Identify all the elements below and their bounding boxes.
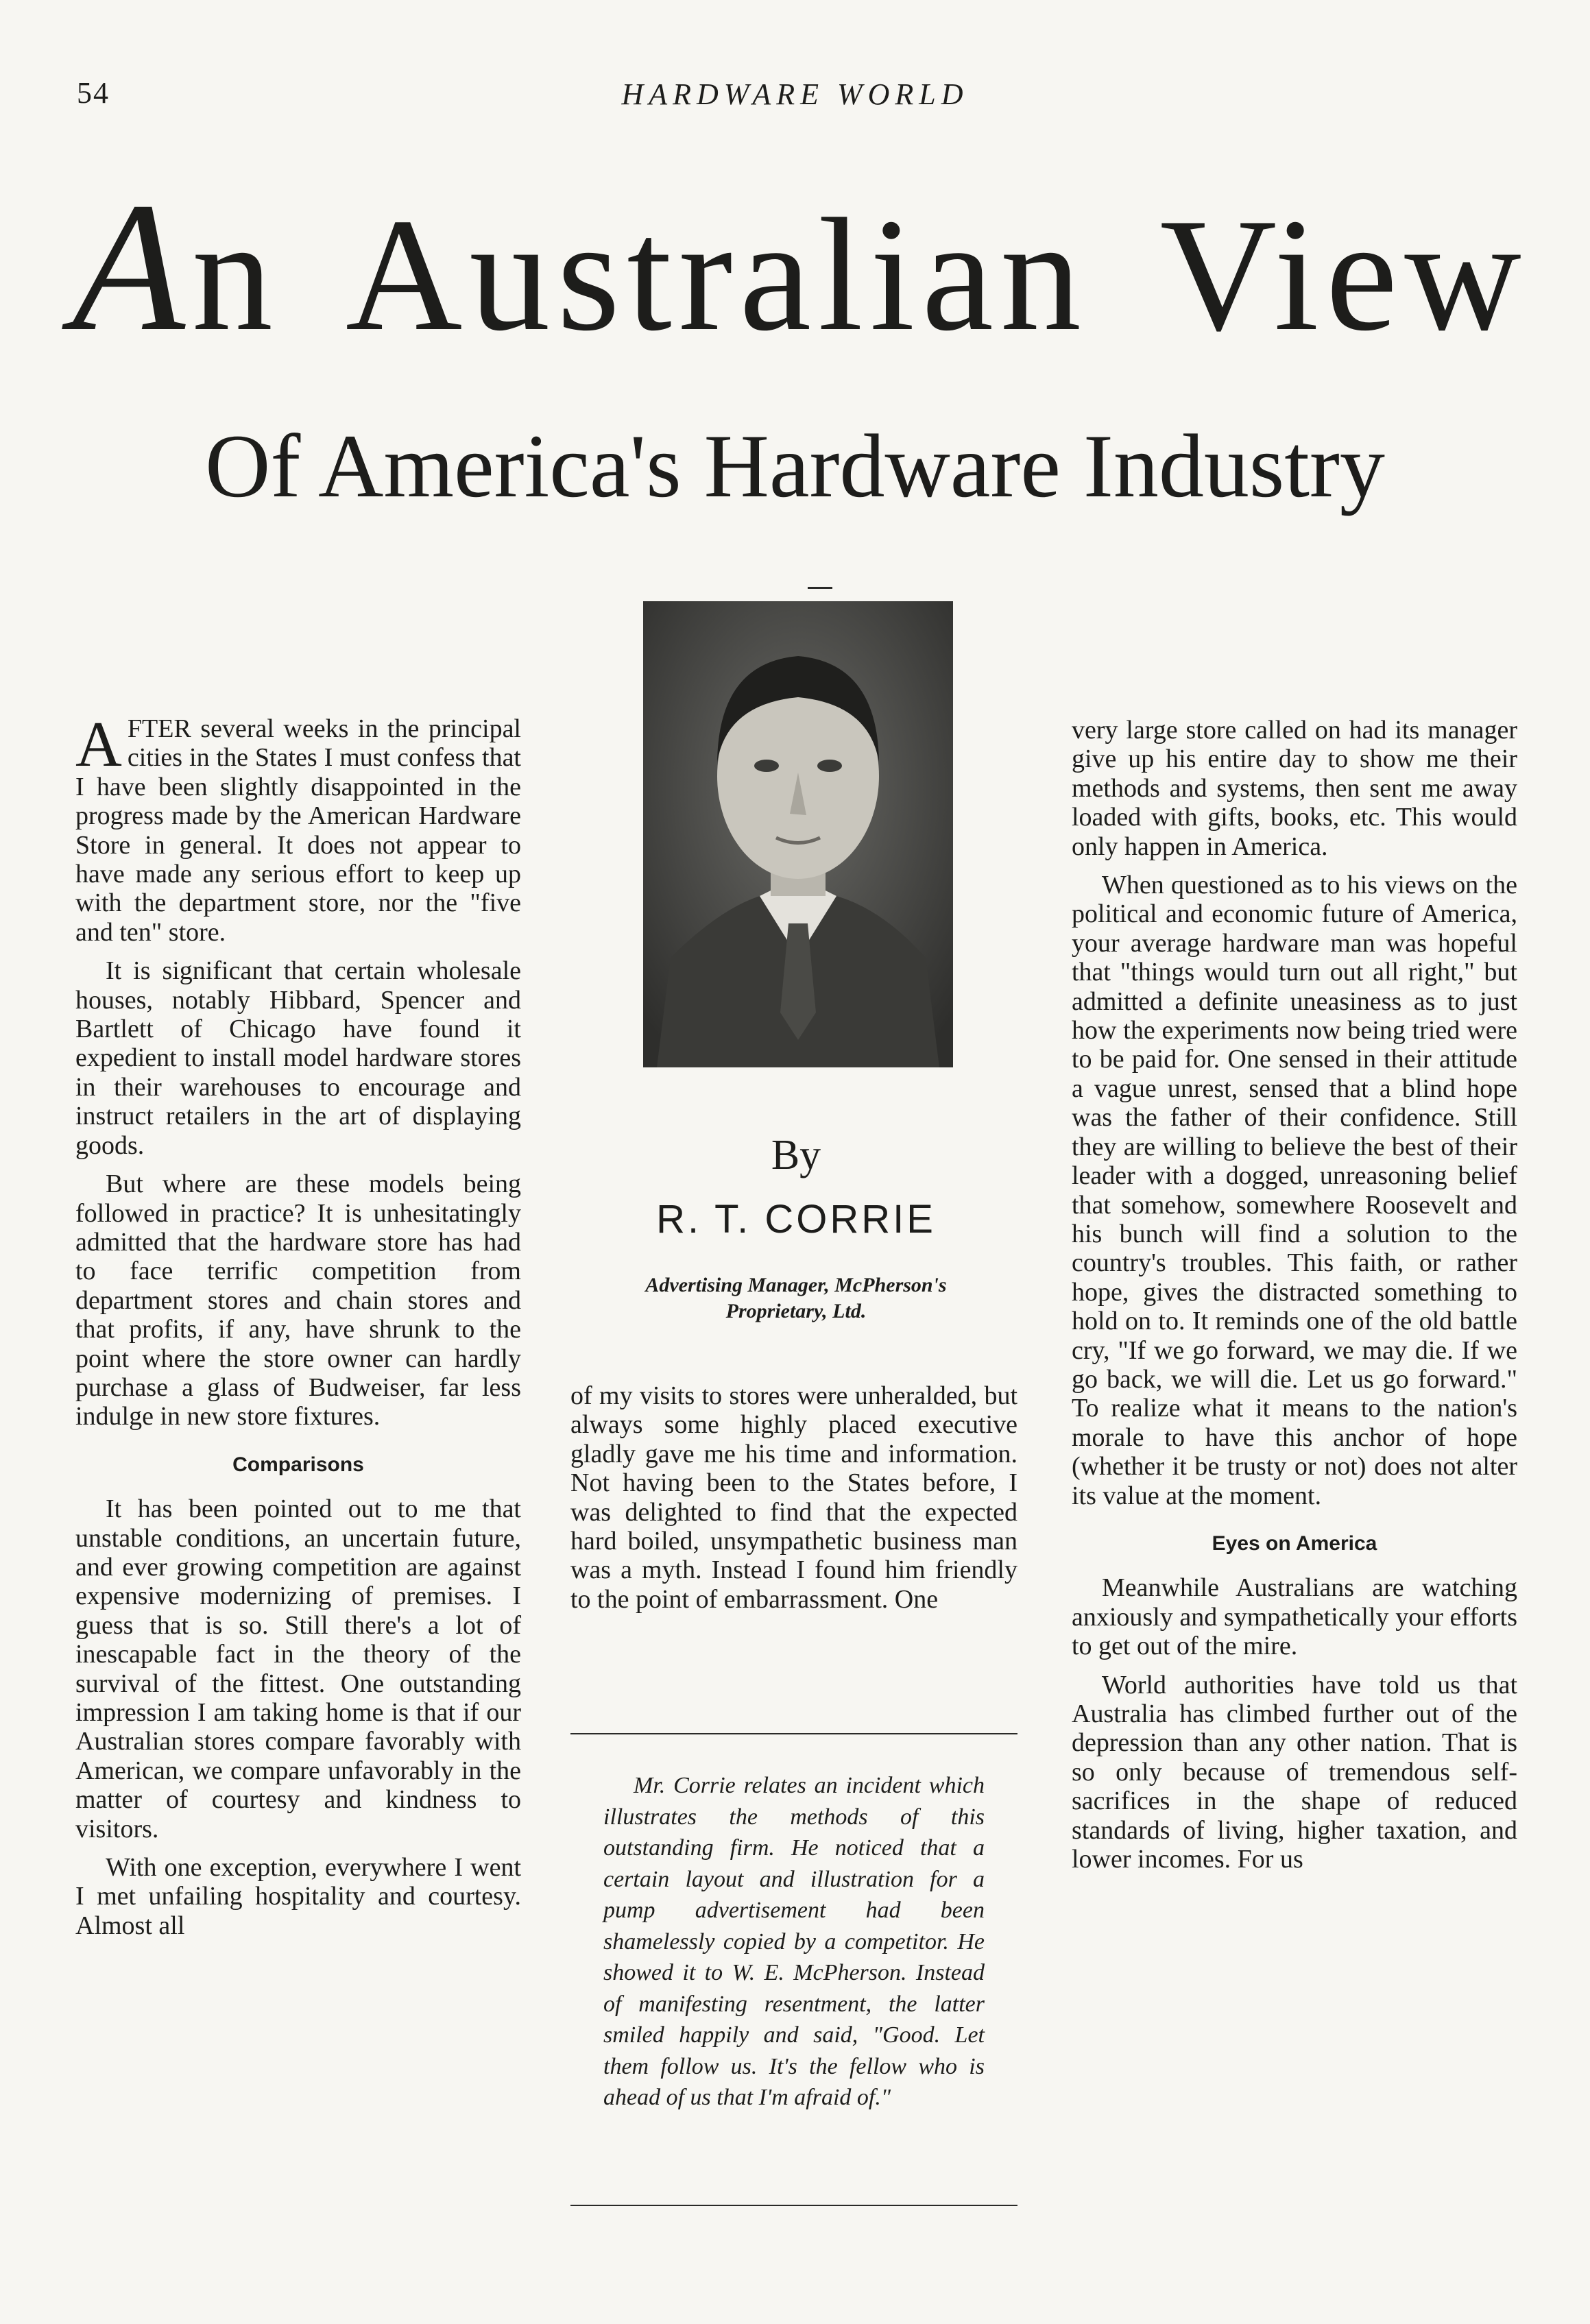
article-subtitle: Of America's Hardware Industry — [205, 415, 1385, 516]
paragraph: But where are these models being followed in practice? It is unhesitatingly admitted that the hardware store has had to face terrific competition from department stores and chain stores and that profits, if any, have shrunk to the point where the store owner can hardly purchase a glass of Budweiser, far less indulge in new store fixtures. — [75, 1170, 521, 1431]
section-heading-comparisons: Comparisons — [232, 1453, 364, 1476]
title-initial: A — [72, 165, 192, 370]
paragraph: With one exception, everywhere I went I met unfailing hospitality and courtesy. Almost all — [75, 1853, 521, 1940]
title-rest: n Australian View — [191, 186, 1528, 365]
portrait-illustration — [643, 601, 953, 1067]
drop-cap: A — [75, 709, 122, 780]
byline-label: By — [771, 1132, 821, 1178]
paragraph: very large store called on had its manager give up his entire day to show me their methods and systems, then sent me away loaded with gifts, books, etc. This would only happen in America. — [1072, 716, 1517, 861]
author-portrait-photo — [643, 601, 953, 1067]
paragraph: Meanwhile Australians are watching anxiously and sympathetically your efforts to get out of the mire. — [1072, 1573, 1517, 1661]
ornament-rule — [808, 587, 832, 589]
paragraph: It has been pointed out to me that unstable conditions, an uncertain future, and ever growing competition are against expensive modernizing of premises. I guess that is so. Still there's a lot of inescapable fact in the theory of the survival of the fittest. One outstanding impression I am taking home is that if our Australian stores compare favorably with American, we compare unfavorably in the matter of courtesy and kindness to visitors. — [75, 1494, 521, 1843]
author-name: R. T. CORRIE — [656, 1197, 936, 1242]
sidebar-quote: Mr. Corrie relates an incident which illustrates the methods of this outstanding firm. He noticed that a certain layout and illustration for a pump advertisement had been shamelessly copied by a competitor. He showed it to W. E. McPherson. Instead of manifesting resentment, the latter smiled happily and said, "Good. Let them follow us. It's the fellow who is ahead of us that I'm afraid of." — [603, 1773, 985, 2110]
author-title — [575, 1272, 1017, 1324]
article-title — [72, 165, 1528, 372]
page-number: 54 — [77, 76, 110, 110]
middle-column — [570, 1381, 1017, 1623]
paragraph-text: FTER several weeks in the principal cities in the States I must confess that I have been slightly disappointed in the progress made by the American Hardware Store in general. It does not appear to have made any serious effort to keep up with the department store, nor the "five and ten" store. — [75, 714, 521, 947]
sidebar-bottom-rule — [570, 2205, 1017, 2206]
left-column — [75, 709, 521, 1950]
paragraph — [75, 709, 521, 947]
sidebar-top-rule — [570, 1733, 1017, 1734]
right-column — [1072, 716, 1517, 1883]
running-head: HARDWARE WORLD — [621, 77, 969, 111]
section-heading-eyes-on-america: Eyes on America — [1212, 1532, 1377, 1555]
author-title-line: Advertising Manager, McPherson's — [645, 1274, 947, 1296]
paragraph: of my visits to stores were unheralded, but always some highly placed executive gladly gave me his time and information. Not having been to the States before, I was delighted to find that the expected hard boiled, unsympathetic business man was a myth. Instead I found him friendly to the point of embarrassment. One — [570, 1381, 1017, 1614]
paragraph: It is significant that certain wholesale houses, notably Hibbard, Spencer and Bartlett of Chicago have found it expedient to install model hardware stores in their warehouses to encourage and instruct retailers in the art of displaying goods. — [75, 956, 521, 1160]
author-title-line: Proprietary, Ltd. — [725, 1300, 867, 1322]
paragraph: World authorities have told us that Australia has climbed further out of the depression than any other nation. That is so only because of tremendous self-sacrifices in the shape of reduced standards of living, higher taxation, and lower incomes. For us — [1072, 1670, 1517, 1874]
paragraph: When questioned as to his views on the political and economic future of America, your average hardware man was hopeful that "things would turn out all right," but admitted a definite uneasiness as to just how the experiments now being tried were to be paid for. One sensed in their attitude a vague unrest, sensed that a blind hope was the father of their confidence. Still they are willing to believe the best of their leader with a dogged, unreasoning belief that somehow, somewhere Roosevelt and his bunch will find a solution to the country's troubles. This faith, or rather hope, gives the distracted something to hold on to. It reminds one of the old battle cry, "If we go forward, we may die. If we go back, we will die. Let us go forward." To realize what it means to the nation's morale to have this anchor of hope (whether it be trusty or not) does not alter its value at the moment. — [1072, 871, 1517, 1510]
